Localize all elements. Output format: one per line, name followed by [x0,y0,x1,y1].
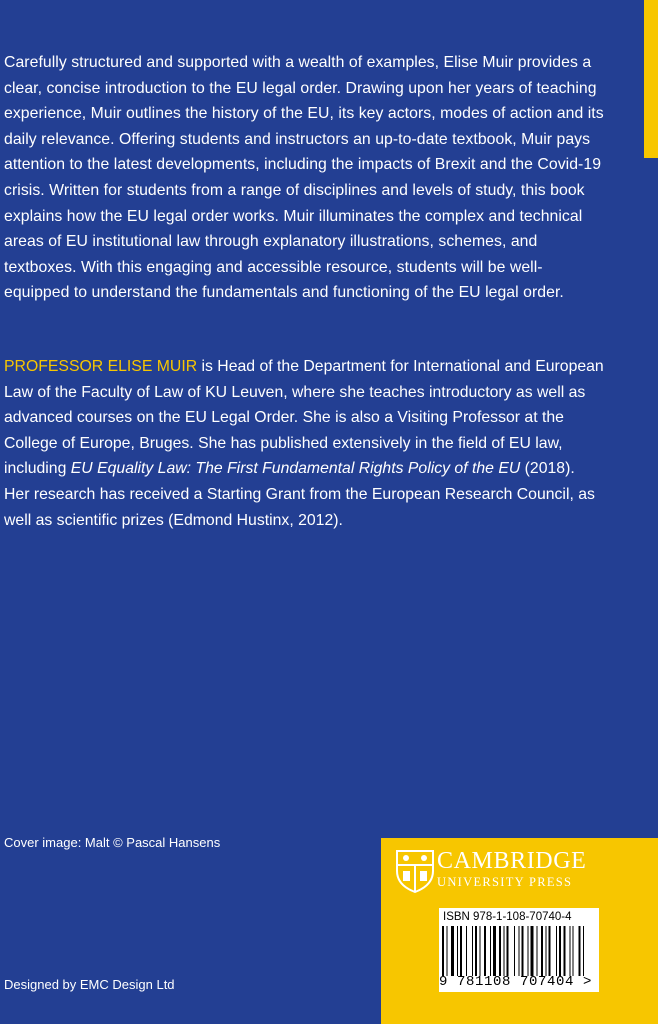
barcode-bar [451,926,454,976]
barcode-bar [442,926,444,976]
barcode-bar [573,926,574,976]
publisher-name-line1: CAMBRIDGE [437,848,587,874]
barcode-bar [570,926,571,976]
barcode-bar [564,926,566,976]
barcode-bar [480,926,481,976]
cover-image-credit: Cover image: Malt © Pascal Hansens [4,835,221,850]
barcode-box [439,908,599,992]
barcode-bar [490,926,491,976]
barcode-bar [499,926,501,976]
author-name: PROFESSOR ELISE MUIR [4,358,198,375]
cambridge-shield-icon [395,849,435,893]
barcode-bar [507,926,509,976]
barcode-bar [460,926,462,976]
barcode-bar [493,926,496,976]
book-description: Carefully structured and supported with a wealth of examples, Elise Muir provides a clear, concise introduction to the EU legal order. Drawing upon her years of teaching experience, Muir outlines the history of the EU, its key actors, modes of action and its daily relevance. Offering students and instructors an up-to-date textbook, Muir pays attention to the latest developments, including the impacts of Brexit and the Covid-19 crisis. Written for students from a range of disciplines and levels of study, this book explains how the EU legal order works. Muir illuminates the complex and technical areas of EU institutional law through explanatory illustrations, schemes, and textboxes. With this engaging and accessible resource, students will be well-equipped to understand the fundamentals and functioning of the EU legal order. [4,54,604,302]
barcode-bar [514,926,515,976]
barcode-bar [559,926,561,976]
barcode-bar [457,926,458,976]
barcode-bar [522,926,524,976]
barcode-bar [466,926,467,976]
yellow-accent-strip [644,0,658,158]
barcode-bar [484,926,486,976]
barcode-bar [528,926,529,976]
bio-text-part1: is Head of the Department for International and European Law of the Faculty of Law of KU Leuven, where she teaches introductory as well as advanced courses on the EU Legal Order. She is also a Visiting Professor at the College of Europe, Bruges. She has published extensively in the field of EU law, including [4,358,604,478]
cited-book-title: EU Equality Law: The First Fundamental Rights Policy of the EU [70,460,521,478]
barcode-bar [472,926,473,976]
ean-digits: 9 781108 707404 > [439,974,593,990]
barcode-bar [549,926,551,976]
barcode-bar [504,926,505,976]
barcode-bars [442,926,594,976]
barcode-bar [583,926,584,976]
bio-text-part2: (2018). Her research has received a Starting Grant from the European Research Council, as well as scientific prizes (Edmond Hustinx, 2012). [4,460,595,529]
barcode-bar [447,926,448,976]
barcode-bar [475,926,477,976]
isbn-label: ISBN 978-1-108-70740-4 [443,911,572,923]
barcode-bar [531,926,534,976]
barcode-bar [579,926,581,976]
barcode-bar [537,926,538,976]
publisher-name [437,849,647,891]
publisher-name-line2: UNIVERSITY PRESS [437,875,573,889]
barcode-bar [541,926,543,976]
author-bio [4,354,604,533]
publisher-panel [381,838,658,1024]
barcode-bar [556,926,557,976]
barcode-bar [519,926,520,976]
designer-credit: Designed by EMC Design Ltd [4,977,175,992]
barcode-bar [546,926,547,976]
